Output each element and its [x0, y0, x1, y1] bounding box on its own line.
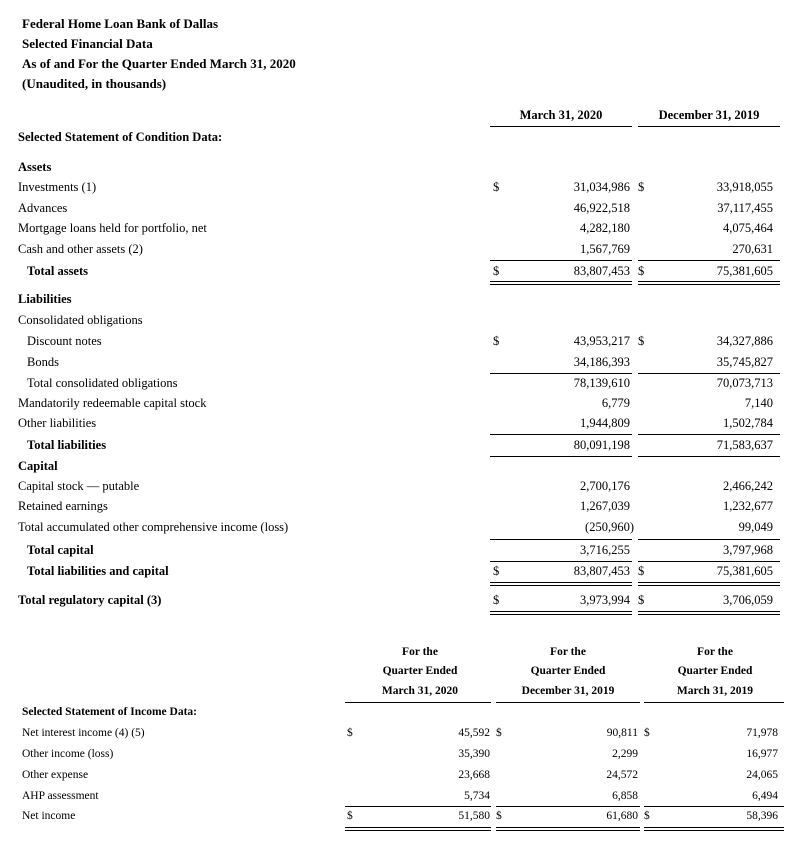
col-header-underline	[490, 126, 632, 127]
row-label: Discount notes	[27, 334, 102, 348]
row-label: Mandatorily redeemable capital stock	[18, 396, 207, 410]
value-dec-2019: 70,073,713	[716, 376, 773, 390]
value-dec-2019: 37,117,455	[717, 201, 773, 215]
value-dec-2019: 7,140	[744, 396, 773, 410]
row-label: Other income (loss)	[22, 748, 114, 760]
subtotal-rule	[638, 456, 780, 457]
row-label: Cash and other assets (2)	[18, 242, 143, 256]
value-march-2020: 2,700,176	[580, 479, 630, 493]
value-march-2020: 31,034,986	[573, 180, 630, 194]
value-q4-2019: 6,858	[612, 790, 638, 802]
income-col-header: Quarter Ended	[677, 665, 753, 677]
value-q1-2020: 35,390	[458, 748, 490, 760]
row-label: Capital stock — putable	[18, 479, 140, 493]
row-label: Advances	[18, 201, 68, 215]
subtotal-rule	[638, 260, 780, 261]
value-march-2020: 4,282,180	[580, 221, 630, 235]
subtotal-rule	[490, 260, 632, 261]
col-header-underline	[644, 702, 784, 703]
value-dec-2019: 270,631	[732, 242, 773, 256]
col-header-dec-2019: December 31, 2019	[658, 108, 760, 122]
income-col-header: For the	[402, 646, 438, 658]
row-label-total: Total assets	[27, 264, 89, 278]
capital-heading: Capital	[18, 459, 58, 473]
value-dec-2019: 3,706,059	[723, 593, 773, 607]
report-title: Federal Home Loan Bank of Dallas	[22, 16, 219, 31]
value-dec-2019: 33,918,055	[716, 180, 773, 194]
value-march-2020: 1,567,769	[580, 242, 630, 256]
value-march-2020: 34,186,393	[573, 355, 630, 369]
value-march-2020: 83,807,453	[573, 264, 630, 278]
value-q1-2019: 6,494	[752, 790, 778, 802]
value-march-2020: 46,922,518	[573, 201, 630, 215]
total-double-rule	[638, 582, 780, 586]
row-label: Other expense	[22, 769, 89, 781]
income-col-header: Quarter Ended	[530, 665, 606, 677]
subtotal-rule	[638, 434, 780, 435]
value-dec-2019: 1,502,784	[723, 416, 773, 430]
value-dec-2019: 4,075,464	[723, 221, 773, 235]
currency-symbol: $	[638, 334, 645, 348]
row-label: Mortgage loans held for portfolio, net	[18, 221, 207, 235]
currency-symbol: $	[638, 180, 645, 194]
value-march-2020: 3,973,994	[580, 593, 630, 607]
value-dec-2019: 99,049	[738, 520, 773, 534]
total-double-rule	[490, 582, 632, 586]
row-label: Net income	[22, 810, 76, 822]
row-label: Total accumulated other comprehensive income (loss)	[18, 520, 289, 534]
row-label: Net interest income (4) (5)	[22, 727, 145, 739]
col-header-march-2020: March 31, 2020	[519, 108, 603, 122]
value-q4-2019: 90,811	[606, 727, 638, 739]
value-q1-2020: 45,592	[458, 727, 490, 739]
value-march-2020: (250,960)	[585, 520, 634, 534]
currency-symbol: $	[644, 727, 650, 739]
total-double-rule	[644, 827, 784, 831]
value-q4-2019: 61,680	[606, 810, 638, 822]
income-col-header-date: March 31, 2019	[676, 685, 754, 697]
value-march-2020: 78,139,610	[573, 376, 630, 390]
value-march-2020: 43,953,217	[573, 334, 630, 348]
value-q1-2019: 16,977	[746, 748, 778, 760]
col-header-underline	[638, 126, 780, 127]
currency-symbol: $	[347, 810, 353, 822]
liabilities-heading: Liabilities	[18, 292, 72, 306]
subtotal-rule	[345, 806, 491, 807]
value-march-2020: 1,944,809	[580, 416, 630, 430]
row-label: Investments (1)	[18, 180, 97, 194]
section-title-condition: Selected Statement of Condition Data:	[18, 130, 223, 144]
value-q4-2019: 2,299	[612, 748, 638, 760]
row-label: Other liabilities	[18, 416, 97, 430]
income-col-header-date: December 31, 2019	[521, 685, 615, 697]
income-col-header-date: March 31, 2020	[381, 685, 459, 697]
value-march-2020: 83,807,453	[573, 564, 630, 578]
value-dec-2019: 35,745,827	[716, 355, 773, 369]
report-units: (Unaudited, in thousands)	[22, 76, 167, 91]
row-label-total: Total liabilities and capital	[27, 564, 169, 578]
subtotal-rule	[638, 373, 780, 374]
currency-symbol: $	[493, 334, 500, 348]
col-header-underline	[496, 702, 640, 703]
currency-symbol: $	[644, 810, 650, 822]
subtotal-rule	[496, 806, 640, 807]
currency-symbol: $	[496, 727, 502, 739]
income-col-header: For the	[697, 646, 733, 658]
value-q4-2019: 24,572	[606, 769, 638, 781]
row-label: Consolidated obligations	[18, 313, 143, 327]
row-label: Total consolidated obligations	[27, 376, 178, 390]
report-period: As of and For the Quarter Ended March 31, 2020	[22, 56, 296, 71]
value-dec-2019: 71,583,637	[716, 438, 773, 452]
currency-symbol: $	[638, 564, 645, 578]
total-double-rule	[490, 281, 632, 285]
value-q1-2019: 71,978	[746, 727, 778, 739]
currency-symbol: $	[638, 593, 645, 607]
value-dec-2019: 3,797,968	[723, 543, 773, 557]
subtotal-rule	[490, 456, 632, 457]
row-label-total: Total liabilities	[27, 438, 107, 452]
subtotal-rule	[644, 806, 784, 807]
subtotal-rule	[638, 539, 780, 540]
value-q1-2020: 23,668	[458, 769, 490, 781]
assets-heading: Assets	[18, 160, 52, 174]
value-dec-2019: 2,466,242	[723, 479, 773, 493]
value-q1-2019: 58,396	[746, 810, 778, 822]
value-dec-2019: 1,232,677	[723, 499, 773, 513]
col-header-underline	[345, 702, 491, 703]
value-q1-2019: 24,065	[746, 769, 778, 781]
currency-symbol: $	[347, 727, 353, 739]
total-double-rule	[638, 611, 780, 615]
income-col-header: Quarter Ended	[382, 665, 458, 677]
row-label: AHP assessment	[22, 790, 99, 802]
currency-symbol: $	[493, 564, 500, 578]
value-q1-2020: 51,580	[458, 810, 490, 822]
subtotal-rule	[490, 561, 632, 562]
total-double-rule	[638, 281, 780, 285]
subtotal-rule	[490, 373, 632, 374]
currency-symbol: $	[638, 264, 645, 278]
total-double-rule	[496, 827, 640, 831]
value-dec-2019: 34,327,886	[716, 334, 773, 348]
row-label-total: Total capital	[27, 543, 94, 557]
section-title-income: Selected Statement of Income Data:	[22, 706, 198, 718]
subtotal-rule	[490, 434, 632, 435]
row-label-total: Total regulatory capital (3)	[18, 593, 162, 607]
row-label: Retained earnings	[18, 499, 108, 513]
subtotal-rule	[490, 539, 632, 540]
total-double-rule	[345, 827, 491, 831]
value-dec-2019: 75,381,605	[716, 264, 773, 278]
subtotal-rule	[638, 561, 780, 562]
row-label: Bonds	[27, 355, 59, 369]
currency-symbol: $	[493, 593, 500, 607]
value-q1-2020: 5,734	[464, 790, 490, 802]
currency-symbol: $	[493, 180, 500, 194]
value-march-2020: 1,267,039	[580, 499, 630, 513]
currency-symbol: $	[496, 810, 502, 822]
value-dec-2019: 75,381,605	[716, 564, 773, 578]
report-subtitle: Selected Financial Data	[22, 36, 153, 51]
value-march-2020: 6,779	[601, 396, 630, 410]
income-col-header: For the	[550, 646, 586, 658]
total-double-rule	[490, 611, 632, 615]
value-march-2020: 3,716,255	[580, 543, 630, 557]
value-march-2020: 80,091,198	[573, 438, 630, 452]
currency-symbol: $	[493, 264, 500, 278]
